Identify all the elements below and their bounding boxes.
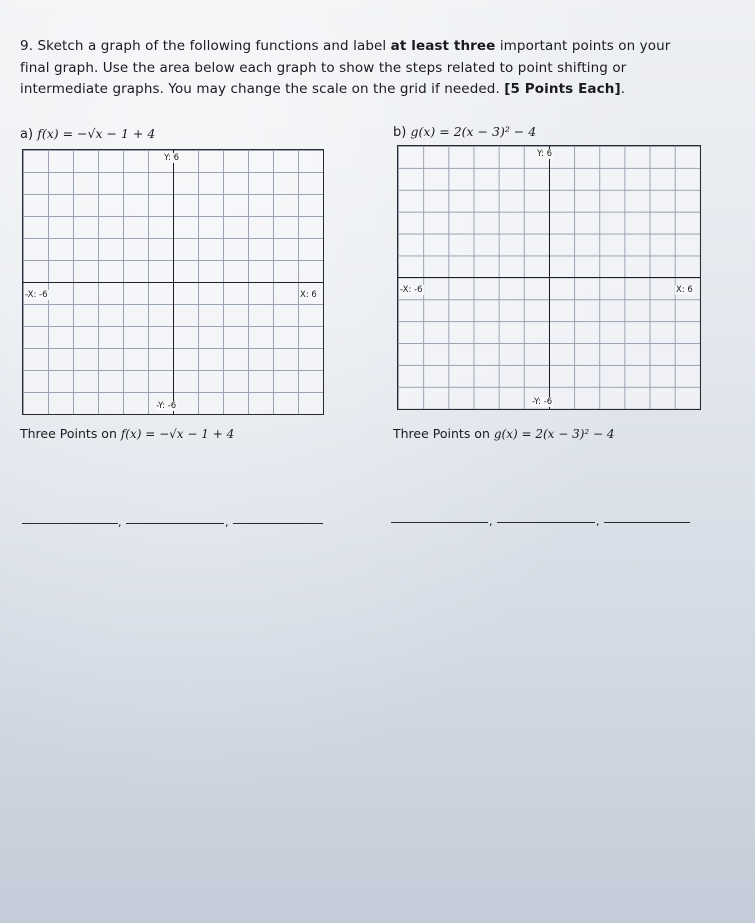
part-b-label: b) <box>393 125 407 140</box>
x-min-label: -X: -6 <box>400 285 423 295</box>
y-max-label: Y: 6 <box>537 149 553 159</box>
part-a-answer-blank-2[interactable] <box>126 523 224 524</box>
x-max-label: X: 6 <box>300 290 317 300</box>
question-text <box>20 36 720 101</box>
part-a-answer-blank-3[interactable] <box>233 523 323 524</box>
emphasis-at-least-three: at least three <box>390 38 496 54</box>
comma: , <box>596 515 600 528</box>
part-a-function: f(x) = −√x − 1 + 4 <box>37 126 156 141</box>
part-b-points-prompt <box>393 426 615 441</box>
question-line-2: final graph. Use the area below each graph to show the steps related to point shifting or <box>20 59 627 76</box>
part-b-function: g(x) = 2(x − 3)² − 4 <box>410 124 537 139</box>
part-b-heading <box>393 124 536 140</box>
question-line-3-text: intermediate graphs. You may change the scale on the grid if needed. <box>20 81 505 97</box>
comma: , <box>225 516 229 529</box>
y-max-label: Y: 6 <box>164 153 180 163</box>
question-line-3-end: . <box>620 81 626 97</box>
x-axis <box>398 277 700 278</box>
question-line-1 <box>20 36 720 58</box>
points-value: [5 Points Each] <box>504 81 621 97</box>
part-a-points-function: f(x) = −√x − 1 + 4 <box>120 427 235 441</box>
part-b-answer-blank-2[interactable] <box>497 522 595 523</box>
x-min-label: -X: -6 <box>25 290 48 300</box>
question-line-1-text: 9. Sketch a graph of the following functions and label <box>20 38 391 54</box>
part-b-points-function: g(x) = 2(x − 3)² − 4 <box>493 427 615 441</box>
question-line-3 <box>20 79 720 101</box>
y-min-label: -Y: -6 <box>156 401 177 411</box>
part-a-label: a) <box>20 127 34 142</box>
part-a-answer-blank-1[interactable] <box>22 523 118 524</box>
part-b-grid[interactable] <box>397 145 701 410</box>
x-max-label: X: 6 <box>676 285 693 295</box>
part-a-grid[interactable] <box>22 149 324 415</box>
question-line-1-end: important points on your <box>495 38 671 54</box>
part-b-answer-blank-1[interactable] <box>391 522 488 523</box>
comma: , <box>118 516 122 529</box>
part-a-points-text: Three Points on <box>20 426 121 441</box>
comma: , <box>489 515 493 528</box>
part-b-answer-blank-3[interactable] <box>604 522 690 523</box>
x-axis <box>23 282 323 283</box>
y-min-label: -Y: -6 <box>532 397 553 407</box>
part-b-points-text: Three Points on <box>393 426 494 441</box>
part-a-heading <box>20 126 155 142</box>
part-a-points-prompt <box>20 426 234 441</box>
